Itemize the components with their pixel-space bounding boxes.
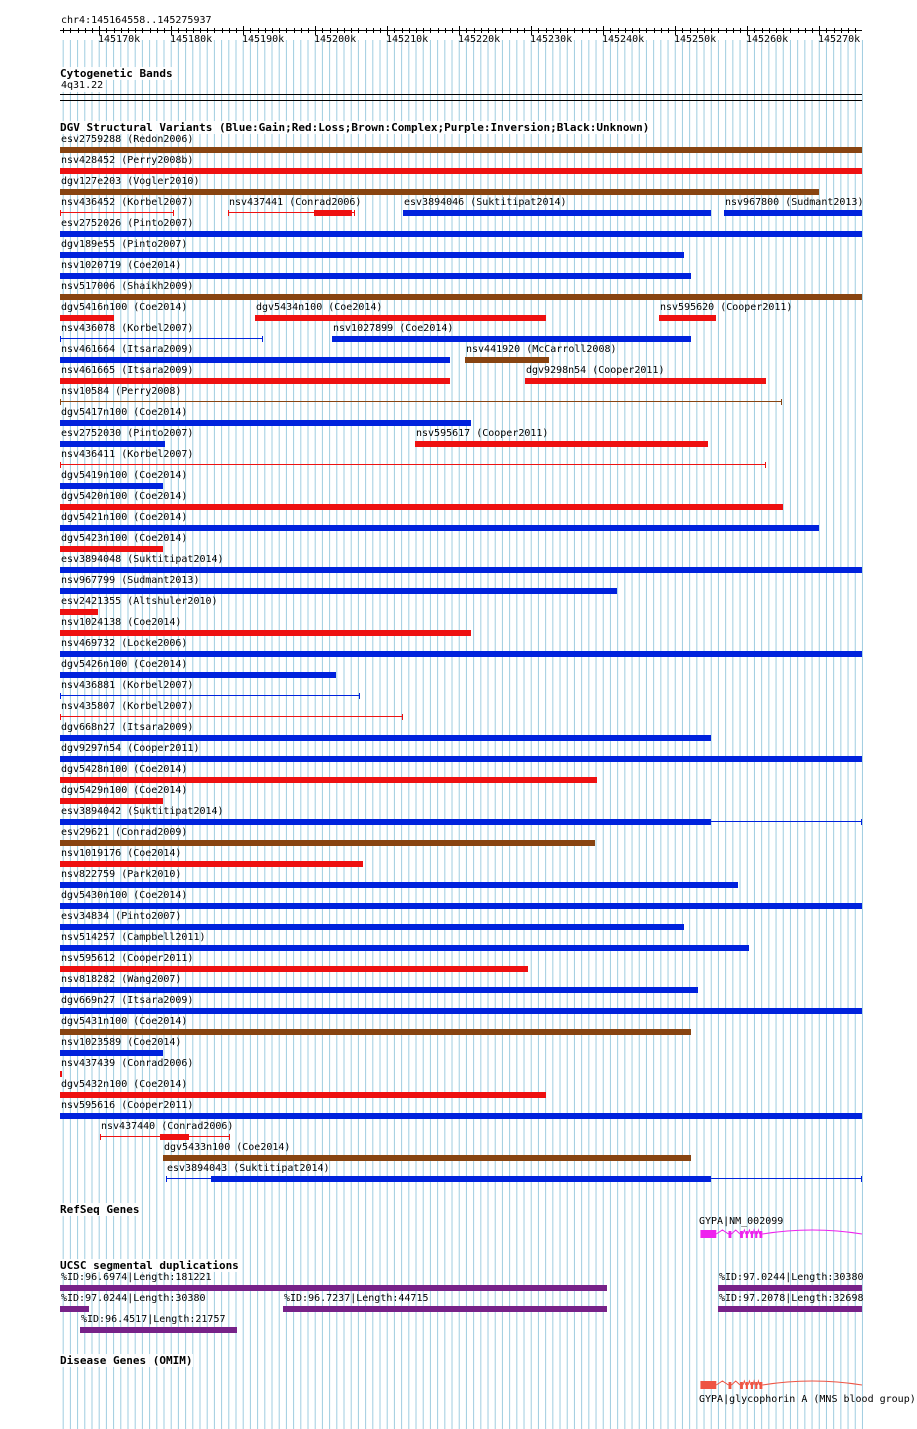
- ruler-tick-label: 145250k: [674, 34, 717, 45]
- variant-label: dgv9297n54 (Cooper2011): [61, 743, 200, 754]
- variant-label: nsv437439 (Conrad2006): [61, 1058, 194, 1069]
- variant-label: dgv5434n100 (Coe2014): [256, 302, 383, 313]
- variant-label: dgv5428n100 (Coe2014): [61, 764, 188, 775]
- variant-label: nsv595616 (Cooper2011): [61, 1100, 194, 1111]
- segdup-label: %ID:96.4517|Length:21757: [81, 1314, 226, 1325]
- omim-track-title[interactable]: Disease Genes (OMIM): [60, 1354, 193, 1367]
- variant-label: nsv1023589 (Coe2014): [61, 1037, 182, 1048]
- variant-label: nsv436411 (Korbel2007): [61, 449, 194, 460]
- segdup-label: %ID:97.0244|Length:30380: [719, 1272, 864, 1283]
- variant-label: dgv5433n100 (Coe2014): [164, 1142, 291, 1153]
- ruler-tick-label: 145260k: [746, 34, 789, 45]
- ruler-tick-label: 145200k: [314, 34, 357, 45]
- variant-label: esv3894048 (Suktitipat2014): [61, 554, 224, 565]
- ruler-tick-label: 145230k: [530, 34, 573, 45]
- variant-label: dgv189e55 (Pinto2007): [61, 239, 188, 250]
- variant-label: nsv595620 (Cooper2011): [660, 302, 793, 313]
- segdup-label: %ID:96.7237|Length:44715: [284, 1293, 429, 1304]
- variant-label: esv2752026 (Pinto2007): [61, 218, 194, 229]
- segdup-label: %ID:97.2078|Length:32698: [719, 1293, 864, 1304]
- variant-label: nsv436881 (Korbel2007): [61, 680, 194, 691]
- ruler-tick-label: 145220k: [458, 34, 501, 45]
- ruler-tick-label: 145190k: [242, 34, 285, 45]
- variant-label: dgv5432n100 (Coe2014): [61, 1079, 188, 1090]
- dgv-track-title[interactable]: DGV Structural Variants (Blue:Gain;Red:Loss;Brown:Complex;Purple:Inversion;Black:Unknown): [60, 121, 650, 134]
- variant-label: nsv967800 (Sudmant2013): [725, 197, 864, 208]
- variant-label: nsv461665 (Itsara2009): [61, 365, 194, 376]
- variant-label: dgv127e203 (Vogler2010): [61, 176, 200, 187]
- cytoband-label: 4q31.22: [61, 80, 104, 91]
- variant-label: dgv5423n100 (Coe2014): [61, 533, 188, 544]
- exon-block: [746, 1382, 748, 1389]
- ruler-tick-label: 145240k: [602, 34, 645, 45]
- variant-label: esv2421355 (Altshuler2010): [61, 596, 218, 607]
- variant-label: nsv818282 (Wang2007): [61, 974, 182, 985]
- variant-label: dgv9298n54 (Cooper2011): [526, 365, 665, 376]
- variant-label: nsv595617 (Cooper2011): [416, 428, 549, 439]
- variant-label: nsv10584 (Perry2008): [61, 386, 182, 397]
- variant-label: nsv461664 (Itsara2009): [61, 344, 194, 355]
- ruler-tick-label: 145270k: [818, 34, 861, 45]
- variant-label: nsv1019176 (Coe2014): [61, 848, 182, 859]
- variant-label: nsv441920 (McCarroll2008): [466, 344, 617, 355]
- variant-label: esv29621 (Conrad2009): [61, 827, 188, 838]
- variant-label: dgv5419n100 (Coe2014): [61, 470, 188, 481]
- segdup-label: %ID:96.6974|Length:181221: [61, 1272, 212, 1283]
- variant-label: dgv5429n100 (Coe2014): [61, 785, 188, 796]
- exon-block: [740, 1382, 743, 1389]
- refseq-track-title[interactable]: RefSeq Genes: [60, 1203, 140, 1216]
- variant-label: dgv669n27 (Itsara2009): [61, 995, 194, 1006]
- exon-block: [700, 1381, 716, 1389]
- variant-label: dgv668n27 (Itsara2009): [61, 722, 194, 733]
- segdup-track-title[interactable]: UCSC segmental duplications: [60, 1259, 239, 1272]
- variant-label: nsv595612 (Cooper2011): [61, 953, 194, 964]
- variant-label: nsv435807 (Korbel2007): [61, 701, 194, 712]
- variant-label: nsv822759 (Park2010): [61, 869, 182, 880]
- variant-label: nsv428452 (Perry2008b): [61, 155, 194, 166]
- ruler-tick-label: 145180k: [170, 34, 213, 45]
- position-label: chr4:145164558..145275937: [61, 15, 212, 26]
- intron-line: [716, 1381, 862, 1385]
- variant-label: dgv5426n100 (Coe2014): [61, 659, 188, 670]
- variant-label: dgv5421n100 (Coe2014): [61, 512, 188, 523]
- variant-label: dgv5417n100 (Coe2014): [61, 407, 188, 418]
- exon-block: [751, 1382, 753, 1389]
- variant-label: dgv5431n100 (Coe2014): [61, 1016, 188, 1027]
- variant-label: nsv469732 (Locke2006): [61, 638, 188, 649]
- variant-label: dgv5430n100 (Coe2014): [61, 890, 188, 901]
- ruler-tick-label: 145210k: [386, 34, 429, 45]
- variant-label: nsv967799 (Sudmant2013): [61, 575, 200, 586]
- variant-label: nsv437440 (Conrad2006): [101, 1121, 234, 1132]
- cytoband-track-title[interactable]: Cytogenetic Bands: [60, 67, 173, 80]
- exon-block: [759, 1382, 762, 1389]
- variant-label: dgv5420n100 (Coe2014): [61, 491, 188, 502]
- variant-label: nsv436078 (Korbel2007): [61, 323, 194, 334]
- variant-label: esv3894043 (Suktitipat2014): [167, 1163, 330, 1174]
- refseq-gene-label: GYPA|NM_002099: [699, 1216, 784, 1227]
- variant-label: nsv436452 (Korbel2007): [61, 197, 194, 208]
- omim-gene-label: GYPA|glycophorin A (MNS blood group): [699, 1394, 916, 1405]
- variant-label: esv3894042 (Suktitipat2014): [61, 806, 224, 817]
- variant-label: nsv517006 (Shaikh2009): [61, 281, 194, 292]
- variant-label: nsv1027899 (Coe2014): [333, 323, 454, 334]
- exon-block: [755, 1382, 757, 1389]
- ruler-tick-label: 145170k: [98, 34, 141, 45]
- variant-label: nsv1020719 (Coe2014): [61, 260, 182, 271]
- segdup-label: %ID:97.0244|Length:30380: [61, 1293, 206, 1304]
- variant-label: nsv514257 (Campbell2011): [61, 932, 206, 943]
- variant-label: esv2759288 (Redon2006): [61, 134, 194, 145]
- variant-label: dgv5416n100 (Coe2014): [61, 302, 188, 313]
- variant-label: esv3894046 (Suktitipat2014): [404, 197, 567, 208]
- variant-label: esv2752030 (Pinto2007): [61, 428, 194, 439]
- variant-label: nsv1024138 (Coe2014): [61, 617, 182, 628]
- variant-label: esv34834 (Pinto2007): [61, 911, 182, 922]
- variant-label: nsv437441 (Conrad2006): [229, 197, 362, 208]
- exon-block: [729, 1382, 732, 1389]
